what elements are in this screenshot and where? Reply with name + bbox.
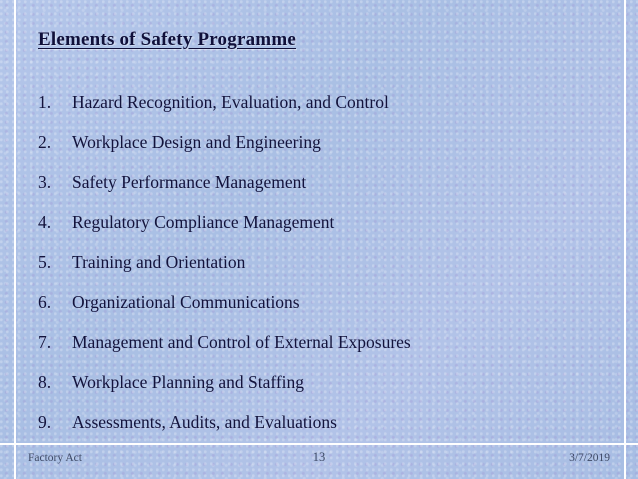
list-item-number: 8. — [38, 372, 52, 392]
list-item-text: Workplace Design and Engineering — [72, 132, 321, 152]
slide-footer — [14, 448, 624, 470]
list-item-number: 6. — [38, 292, 52, 312]
list-item — [38, 368, 411, 408]
list-item — [38, 168, 411, 208]
list-item-number: 7. — [38, 332, 52, 352]
list-item-text: Organizational Communications — [72, 292, 300, 312]
list-item — [38, 408, 411, 448]
list-item — [38, 288, 411, 328]
list-item-text: Management and Control of External Exposures — [72, 332, 411, 352]
frame-line-right — [624, 0, 626, 479]
list-item — [38, 128, 411, 168]
list-item-number: 5. — [38, 252, 52, 272]
list-item — [38, 208, 411, 248]
list-item-text: Training and Orientation — [72, 252, 246, 272]
footer-label: Factory Act — [28, 452, 82, 464]
list-item-number: 1. — [38, 92, 52, 112]
slide-title: Elements of Safety Programme — [38, 29, 296, 50]
list-item-text: Assessments, Audits, and Evaluations — [72, 412, 337, 432]
page-number: 13 — [312, 450, 326, 464]
list-item-text: Hazard Recognition, Evaluation, and Control — [72, 92, 389, 112]
frame-line-left — [14, 0, 16, 479]
list-item-text: Workplace Planning and Staffing — [72, 372, 305, 392]
list-item-number: 9. — [38, 412, 52, 432]
list-item — [38, 328, 411, 368]
footer-date: 3/7/2019 — [569, 452, 610, 464]
safety-elements-list — [38, 88, 411, 448]
list-item-text: Regulatory Compliance Management — [72, 212, 335, 232]
list-item — [38, 248, 411, 288]
list-item-number: 2. — [38, 132, 52, 152]
list-item-number: 4. — [38, 212, 52, 232]
list-item-number: 3. — [38, 172, 52, 192]
list-item — [38, 88, 411, 128]
list-item-text: Safety Performance Management — [72, 172, 307, 192]
